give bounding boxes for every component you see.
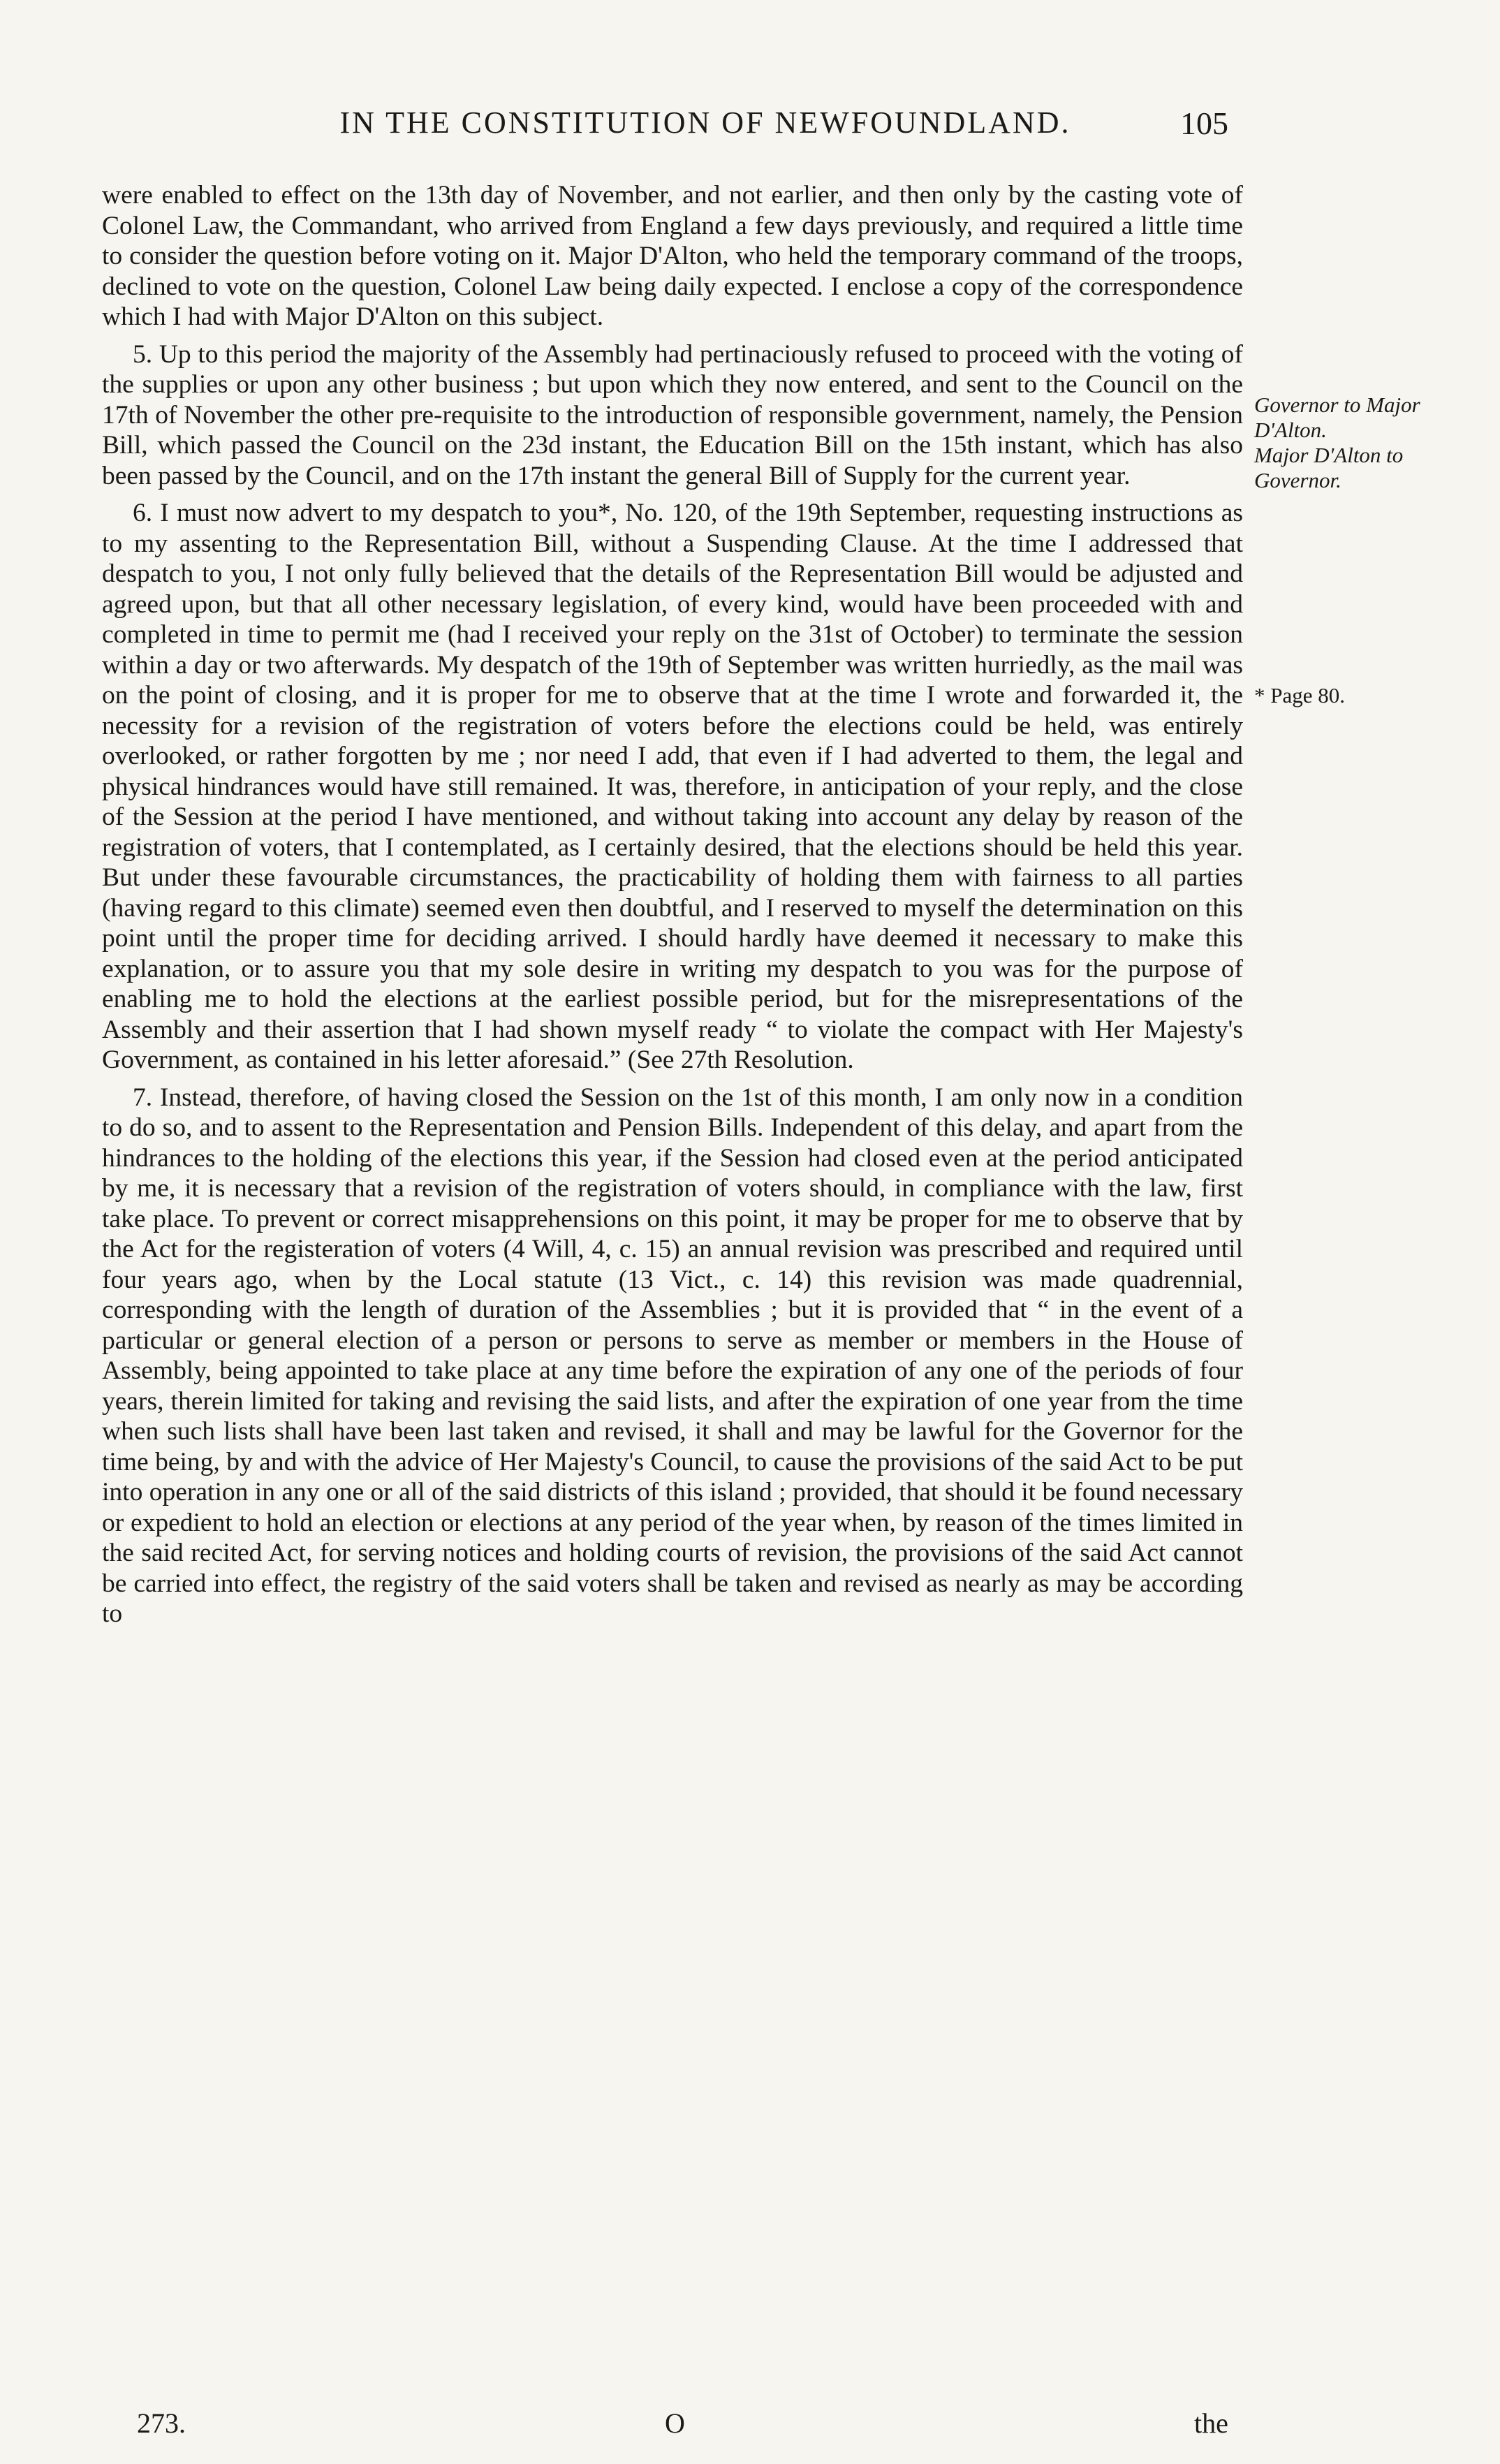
paragraph-6: 6. I must now advert to my despatch to you*, No. 120, of the 19th September, requesting instructions as to my assenting to the Representation Bill, without a Suspending Clause. At the time I addressed that despatch to you, I not only fully believed that the details of the Representation Bill would be adjusted and agreed upon, but that all other necessary legislation, of every kind, would have been proceeded with and completed in time to permit me (had I received your reply on the 31st of October) to terminate the session within a day or two afterwards. My despatch of the 19th of September was written hurriedly, as the mail was on the point of closing, and it is proper for me to observe that at the time I wrote and forwarded it, the necessity for a revision of the registration of voters before the elections could be held, was entirely overlooked, or rather forgotten by me ; nor need I add, that even if I had adverted to them, the legal and physical hindrances would have still remained. It was, therefore, in anticipation of your reply, and the close of the Session at the period I have mentioned, and without taking into account any delay by reason of the registration of voters, that I contemplated, as I certainly desired, that the elections should be held this year. But under these favourable circumstances, the practicability of holding them with fairness to all parties (having regard to this climate) seemed even then doubtful, and I reserved to myself the determination on this point until the proper time for deciding arrived. I should hardly have deemed it necessary to make this explanation, or to assure you that my sole desire in writing my despatch to you was for the purpose of enabling me to hold the elections at the earliest possible period, but for the misrepresentations of the Assembly and their assertion that I had shown myself ready “ to violate the compact with Her Majesty's Government, as contained in his letter aforesaid.” (See 27th Resolution. — [102, 499, 1243, 1074]
marginal-note-line: Governor to Major — [1254, 393, 1420, 417]
paragraph-5: 5. Up to this period the majority of the Assembly had pertinaciously refused to proceed with the voting of the supplies or upon any other business ; but upon which they now entered, and sent to the Council on the 17th of November the other pre-requisite to the introduction of responsible government, namely, the Pension Bill, which passed the Council on the 23d instant, the Education Bill on the 15th instant, which has also been passed by the Council, and on the 17th instant the general Bill of Supply for the current year. — [102, 339, 1243, 490]
catchword: the — [1194, 2407, 1228, 2439]
paragraph-continuation: were enabled to effect on the 13th day of November, and not earlier, and then only by the casting vote of Colonel Law, the Commandant, who arrived from England a few days previously, and required a little time to consider the question before voting on it. Major D'Alton, who held the temporary command of the troops, declined to vote on the question, Colonel Law being daily expected. I enclose a copy of the correspondence which I had with Major D'Alton on this subject. — [102, 181, 1243, 331]
signature-mark: O — [665, 2407, 685, 2439]
page-footer — [0, 2407, 1500, 2449]
marginal-footnote: * Page 80. — [1254, 683, 1346, 707]
page-number: 105 — [1180, 105, 1228, 141]
marginal-note-line: Governor. — [1254, 468, 1341, 492]
page-header — [0, 105, 1500, 147]
marginal-note-correspondence — [1254, 393, 1478, 493]
signature-number: 273. — [137, 2407, 186, 2439]
paragraph-7: 7. Instead, therefore, of having closed the Session on the 1st of this month, I am only now in a condition to do so, and to assent to the Representation and Pension Bills. Independent of this delay, and apart from the hindrances to the holding of the elections this year, if the Session had closed even at the period anticipated by me, it is necessary that a revision of the registration of voters should, in compliance with the law, first take place. To prevent or correct misapprehensions on this point, it may be proper for me to observe that by the Act for the registeration of voters (4 Will, 4, c. 15) an annual revision was prescribed and required until four years ago, when by the Local statute (13 Vict., c. 14) this revision was made quadrennial, corresponding with the length of duration of the Assemblies ; but it is provided that “ in the event of a particular or general election of a person or persons to serve as member or members in the House of Assembly, being appointed to take place at any time before the expiration of any one of the periods of four years, therein limited for taking and revising the said lists, and after the expiration of one year from the time when such lists shall have been last taken and revised, it shall and may be lawful for the Governor for the time being, by and with the advice of Her Majesty's Council, to cause the provisions of the said Act to be put into operation in any one or all of the said districts of this island ; provided, that should it be found necessary or expedient to hold an election or elections at any period of the year when, by reason of the times limited in the said recited Act, for serving notices and holding courts of revision, the provisions of the said Act cannot be carried into effect, the registry of the said voters shall be taken and revised as nearly as may be according to — [102, 1083, 1243, 1628]
marginal-note-line: Major D'Alton to — [1254, 443, 1404, 467]
running-head: IN THE CONSTITUTION OF NEWFOUNDLAND. — [339, 105, 1071, 140]
marginal-note-line: D'Alton. — [1254, 418, 1327, 442]
body-text — [102, 180, 1243, 1629]
